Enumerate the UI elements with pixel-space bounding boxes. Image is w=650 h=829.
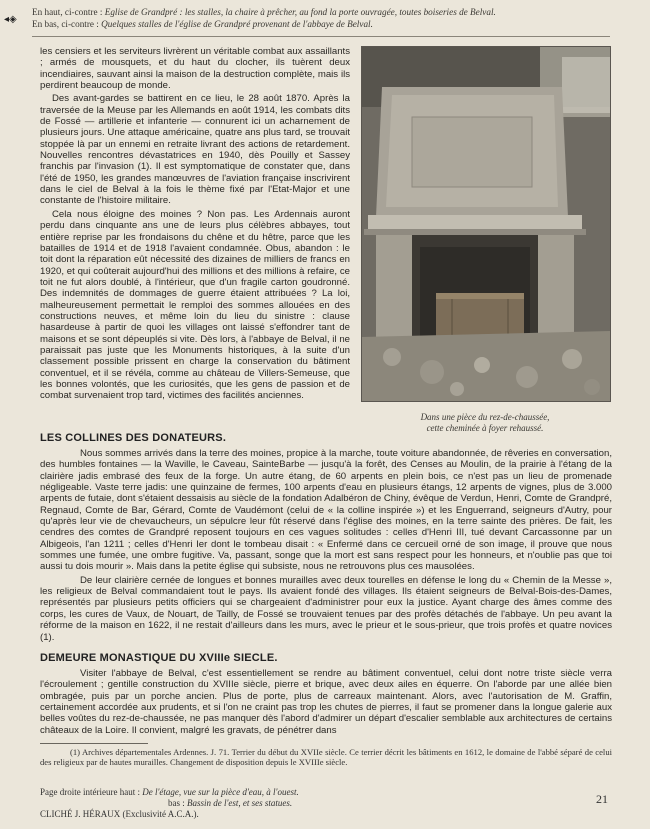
- section-title: LES COLLINES DES DONATEURS.: [40, 432, 227, 444]
- footer-text: Bassin de l'est, et ses statues.: [187, 798, 293, 808]
- footnote-divider: [40, 743, 148, 744]
- paragraph: Visiter l'abbaye de Belval, c'est essentiellement se rendre au bâtiment conventuel, celui dont notre triste siècle verra l'écroulement ; gentille construction du XVIIIe siècle, pierre et brique, avec deux ailes en équerre. On l'aborde par une allée bien ombragée, puis par un porche ancien. Plus de porte, plus de carreaux maintenant. Alors, avec l'autorisation de M. Graffin, certainement accordée aux prudents, et si l'on ne craint pas trop les chutes de pierres, il faut se promener dans la longue galerie aux belles voûtes du rez-de-chaussée, ne pas manquer dès l'abord d'admirer un départ d'escalier semblable aux architectures de certains châteaux de la Loire. Il convient, malgré les gravats, de pénétrer dans: [40, 668, 612, 736]
- header-label-top: En haut, ci-contre :: [32, 7, 103, 17]
- footer-line: [40, 787, 600, 798]
- fireplace-illustration: [362, 47, 610, 401]
- footer-text: De l'étage, vue sur la pièce d'eau, à l'ouest.: [142, 787, 299, 797]
- margin-arrow-icon: ◂◈: [4, 14, 17, 25]
- section-title: DEMEURE MONASTIQUE DU XVIIIe SIECLE.: [40, 652, 278, 664]
- section-demeure: [40, 652, 612, 736]
- photo-credit: CLICHÉ J. HÉRAUX (Exclusivité A.C.A.).: [40, 809, 199, 819]
- footer-label: bas :: [168, 798, 185, 808]
- footer-line: [40, 798, 600, 809]
- footnote: (1) Archives départementales Ardennes. J. 71. Terrier du début du XVIIe siècle. Ce terrier décrit les bâtiments en 1612, le domaine de l'abbé séparé de celui des religieux par de hautes murailles. Changement de disposition depuis le XVIIIe siècle.: [40, 747, 612, 767]
- section-donateurs: [40, 432, 612, 643]
- page-header: [32, 6, 632, 30]
- caption-line: Dans une pièce du rez-de-chaussée,: [420, 412, 550, 422]
- page-footer: [40, 787, 600, 820]
- paragraph: Cela nous éloigne des moines ? Non pas. Les Ardennais auront perdu dans cinquante ans une de leurs plus célèbres abbayes, tout entière reprise par les frondaisons du chêne et du hêtre, parce que les batailles de 1914 et de 1918 l'avaient condamnée. Obus, abandon : le toit dont la réparation eût nécessité des dizaines de milliers de francs en 1920, et qui coûterait aujourd'hui des millions et des millions à refaire, ce toit ne fut alors doublé, à l'intérieur, que d'un fragile carton goudronné. Des indemnités de dommages de guerre étaient attribuées ? La loi, malheureusement permettait le remploi des sommes allouées en des constructions neuves, et même loin du lieu du sinistre : clause hasardeuse à partir de quoi les villages ont laissé s'effondrer tant de maisons et se sont dépeuplés si vite. Dès lors, à l'abbaye de Belval, il ne paraissait pas juste que les Monuments historiques, à la suite d'un classement possible prissent en charge la conservation du bâtiment conventuel, et il se révéla, comme au château de Villers-Semeuse, que les bonnes volontés, que les curiosités, que les gens de passion et de combat survenaient trop tard, victimes des facilités anciennes.: [40, 208, 350, 402]
- left-column: [40, 46, 350, 402]
- paragraph: Nous sommes arrivés dans la terre des moines, propice à la marche, toute voiture abandonnée, de rêveries en conversation, des humbles fontaines — la Waville, le Caveau, SainteBarbe — jusqu'à la forêt, des Censes au Moulin, de la prairie à l'étang de la clairière jadis embrasé des feux de la forge. Un autre étang, de 60 arpents en plein bois, ce n'est pas un lieu de promenade négligeable. Vaste terre jadis: une quinzaine de fermes, 100 arpents d'eau en plusieurs étangs, 12 arpents de vignes, plus de 3.000 arpents de futaie, dont s'étaient dessaisis au siècle de la fondation Adalbéron de Chiny, évêque de Verdun, Henri, Comte de Grandpré, Regnaud, Comte de Bar, Gérard, Comte de Vaudémont (celui de « la colline inspirée ») et les Enguerrand, seigneurs d'Autry, pour qu'après leur vie de chevaucheurs, un sépulcre leur fût réservé dans l'église des moines, en la terre sainte des prières. De fait, les cendres des comtes de Grandpré reposent toujours en ces vagues solitudes : celles d'Henri III, tué devant Carcassonne par un Albigeois, l'an 1211 ; celles d'Henri Ier dont le tombeau disait : « Enfermé dans ce cercueil orné de son image, il prouve que nous sommes une fumée, une ombre fugitive. Va, passant, songe que la mort est sans respect pour les honneurs, et n'oublie pas que toi aussi tu dois mourir ». Mais dans la petite église qui subsiste, nous ne retrouvons plus ces mausolées.: [40, 448, 612, 573]
- header-label-bottom: En bas, ci-contre :: [32, 19, 99, 29]
- paragraph: Des avant-gardes se battirent en ce lieu, le 28 août 1870. Après la traversée de la Meuse par les Allemands en août 1914, les combats dits de Fossé — artillerie et infanterie — connurent ici un acharnement de plusieurs jours. Une attaque américaine, quatre ans plus tard, se trouvait stoppée là par un ennemi en retraite livrant des actions de retardement. Nouvelles rencontres dévastatrices en 1940, dès Pouilly et Sassey franchis par l'invasion (1). Il est symptomatique de constater que, dans l'été de 1950, les grandes manœuvres de l'aviation française inscrivirent dans le ciel de Belval à la fois le thème fixé par l'Etat-Major et une constante de l'histoire militaire.: [40, 93, 350, 207]
- paragraph: De leur clairière cernée de longues et bonnes murailles avec deux tourelles en défense le long du « Chemin de la Messe », les religieux de Belval commandaient tout le pays. Ils avaient fondé des villages. Ils étaient seigneurs de Belval-Bois-des-Dames, représentés par plusieurs petits officiers qui se chargeaient d'administrer pour eux la justice. Ayant charge des âmes comme des corps, les cures de Vaux, de Nouart, de Tailly, de Fossé se trouvaient tenues par des profès détachés de l'abbaye. Un peu avant la réforme de la maison en 1622, il ne restait d'ailleurs dans les murs, avec le prieur et le sous-prieur, que trois profès et quatre novices (1).: [40, 574, 612, 643]
- fireplace-photo: [361, 46, 611, 402]
- header-text-bottom: Quelques stalles de l'église de Grandpré provenant de l'abbaye de Belval.: [101, 19, 373, 29]
- paragraph: les censiers et les serviteurs livrèrent un véritable combat aux assaillants ; armés de mousquets, et du haut du clocher, ils tuèrent deux incendiaires, sauvant ainsi la maison de la destruction complète, mais ils perdirent beaucoup de monde.: [40, 46, 350, 92]
- header-line-bottom: [32, 18, 632, 30]
- header-line-top: [32, 6, 632, 18]
- footer-label: Page droite intérieure haut :: [40, 787, 140, 797]
- header-text-top: Eglise de Grandpré : les stalles, la chaire à prêcher, au fond la porte ouvragée, toutes boiseries de Belval.: [104, 7, 496, 17]
- page-number: 21: [596, 792, 608, 806]
- header-divider: [32, 36, 610, 37]
- photo-caption: [361, 412, 609, 434]
- caption-line: cette cheminée à foyer rehaussé.: [426, 423, 544, 433]
